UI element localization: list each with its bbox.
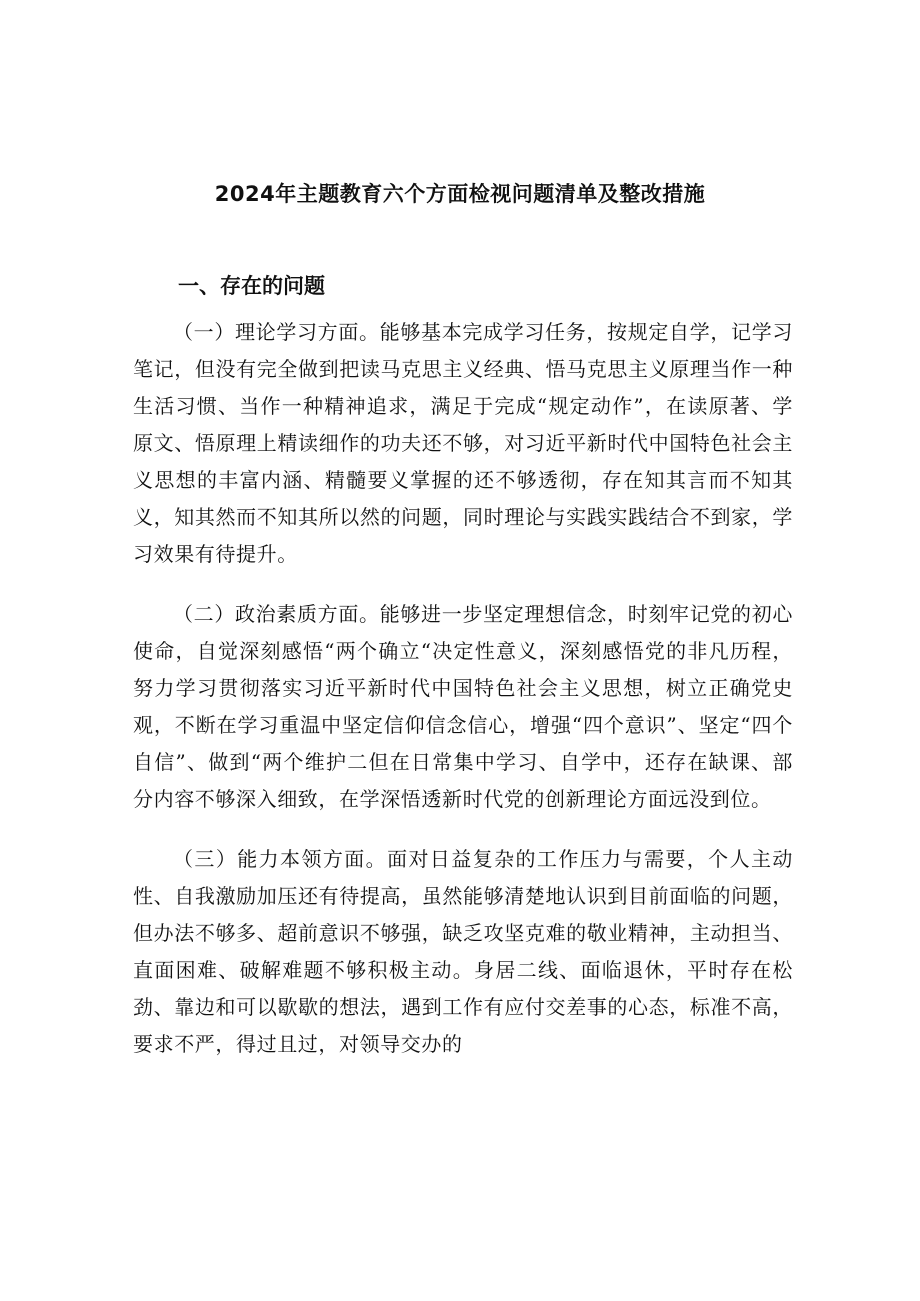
- document-title: 2024年主题教育六个方面检视问题清单及整改措施: [214, 182, 706, 206]
- paragraph-ability: （三）能力本领方面。面对日益复杂的工作压力与需要，个人主动性、自我激励加压还有待提高，虽然能够清楚地认识到目前面临的问题，但办法不够多、超前意识不够强，缺乏攻坚克难的敬业精神，主动担当、直面困难、破解难题不够积极主动。身居二线、面临退休，平时存在松劲、靠边和可以歇歇的想法，遇到工作有应付交差事的心态，标准不高，要求不严，得过且过，对领导交办的: [133, 847, 793, 1056]
- document-body: [133, 314, 793, 1086]
- paragraph-political-quality: （二）政治素质方面。能够进一步坚定理想信念，时刻牢记党的初心使命，自觉深刻感悟“两个确立“决定性意义，深刻感悟党的非凡历程，努力学习贯彻落实习近平新时代中国特色社会主义思想，树立正确党史观，不断在学习重温中坚定信仰信念信心，增强“四个意识”、坚定“四个自信”、做到“两个维护二但在日常集中学习、自学中，还存在缺课、部分内容不够深入细致，在学深悟透新时代党的创新理论方面远没到位。: [133, 602, 793, 811]
- section-heading: 一、存在的问题: [178, 274, 325, 298]
- paragraph-theory-study: （一）理论学习方面。能够基本完成学习任务，按规定自学，记学习笔记，但没有完全做到把读马克思主义经典、悟马克思主义原理当作一种生活习惯、当作一种精神追求，满足于完成“规定动作”，在读原著、学原文、悟原理上精读细作的功夫还不够，对习近平新时代中国特色社会主义思想的丰富内涵、精髓要义掌握的还不够透彻，存在知其言而不知其义，知其然而不知其所以然的问题，同时理论与实践实践结合不到家，学习效果有待提升。: [133, 320, 793, 566]
